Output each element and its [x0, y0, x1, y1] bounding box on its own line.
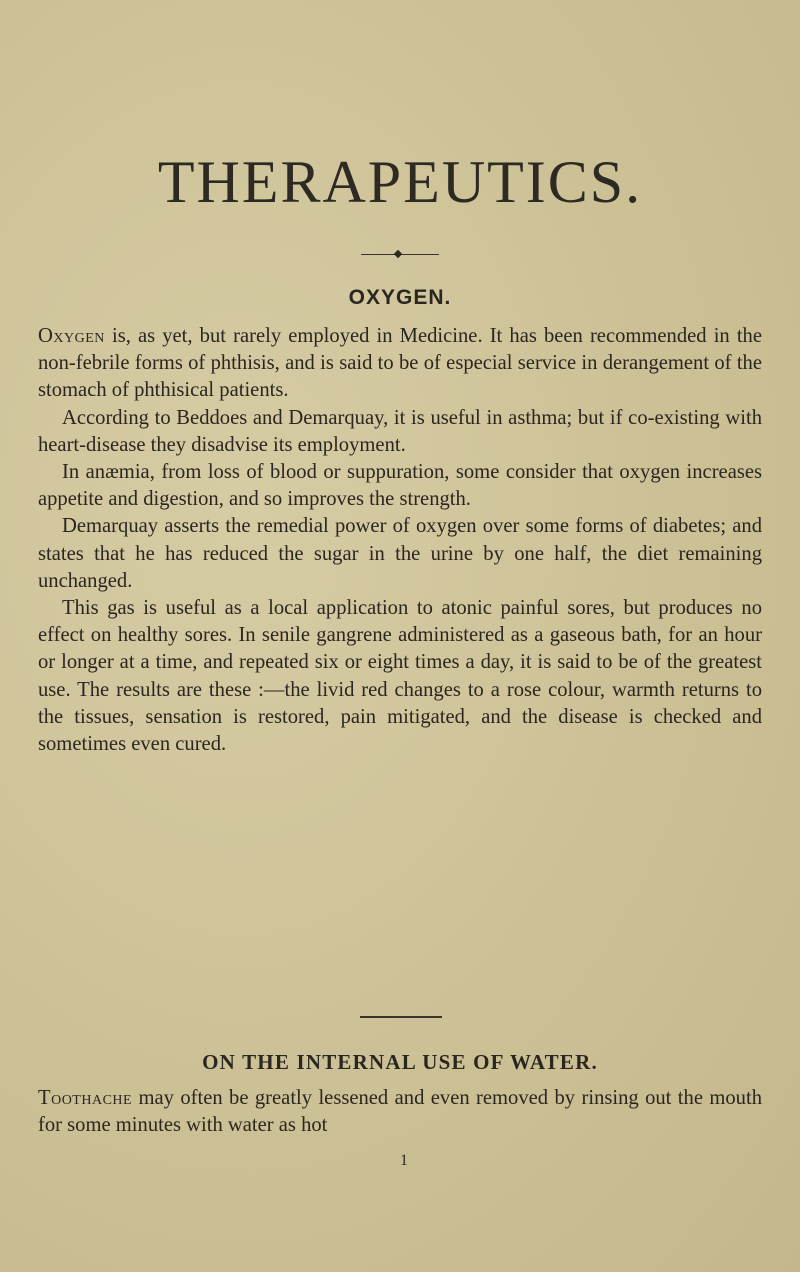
paragraph: In anæmia, from loss of blood or suppuration, some consider that oxygen increases appetite and digestion, and so improves the strength. — [38, 461, 762, 511]
water-section-text — [38, 1085, 762, 1139]
page-number: 1 — [400, 1152, 408, 1169]
diamond-icon — [394, 250, 402, 258]
title-ornament — [361, 251, 439, 259]
paragraph: According to Beddoes and Demarquay, it is useful in asthma; but if co-existing with heart-disease they disadvise its employment. — [38, 406, 762, 456]
paragraph-text: is, as yet, but rarely employed in Medicine. It has been recommended in the non-febrile forms of phthisis, and is said to be of especial service in derangement of the stomach of phthisical patients. — [38, 325, 762, 402]
paragraph-text: may often be greatly lessened and even removed by rinsing out the mouth for some minutes with water as hot — [38, 1087, 762, 1137]
section-heading-oxygen: OXYGEN. — [348, 286, 452, 309]
page-title: THERAPEUTICS. — [157, 149, 643, 215]
section-heading-water: ON THE INTERNAL USE OF WATER. — [202, 1050, 598, 1074]
oxygen-section-text — [38, 323, 762, 758]
paragraph: Demarquay asserts the remedial power of oxygen over some forms of diabetes; and states that he has reduced the sugar in the urine by one half, the diet remaining unchanged. — [38, 515, 762, 592]
section-divider — [360, 1016, 442, 1018]
paragraph-lead-word: Toothache — [38, 1087, 133, 1109]
paragraph-lead-word: Oxygen — [38, 325, 105, 347]
paragraph — [38, 1085, 762, 1139]
paragraph — [38, 323, 762, 405]
paragraph: This gas is useful as a local application to atonic painful sores, but produces no effect on healthy sores. In senile gangrene administered as a gaseous bath, for an hour or longer at a time, and repeated six or eight times a day, it is said to be of the greatest use. The results are these :—the livid red changes to a rose colour, warmth returns to the tissues, sensation is restored, pain mitigated, and the disease is checked and sometimes even cured. — [38, 597, 762, 756]
